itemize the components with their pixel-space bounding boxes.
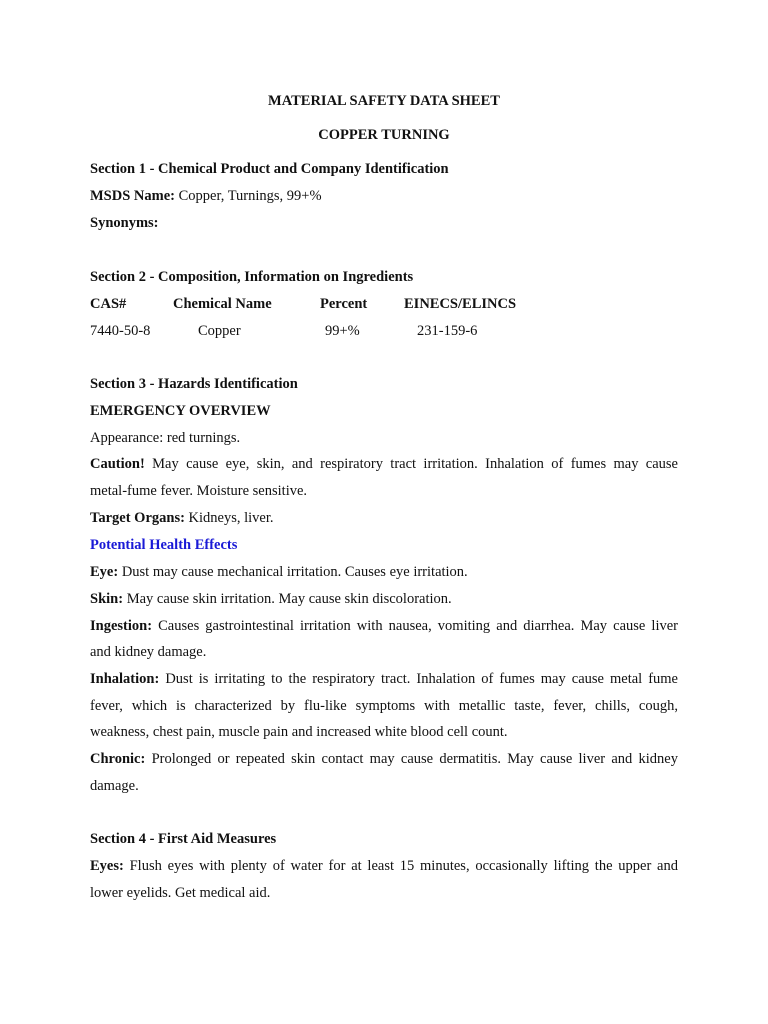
caution-line-2: metal-fume fever. Moisture sensitive. (90, 483, 308, 499)
eye-effects-line (90, 563, 678, 581)
section2-heading: Section 2 - Composition, Information on Ingredients (90, 269, 414, 285)
synonyms-label: Synonyms: (90, 215, 159, 231)
chronic-line-1 (90, 750, 678, 768)
skin-effects-line (90, 590, 678, 608)
cell-einecs: 231-159-6 (417, 323, 478, 339)
cell-percent: 99+% (325, 323, 360, 339)
appearance-text: Appearance: red turnings. (90, 430, 241, 446)
msds-name-value: Copper, Turnings, 99+% (174, 188, 322, 204)
ingredients-table-row (90, 322, 678, 340)
ingestion-line-2: and kidney damage. (90, 644, 207, 660)
document-subtitle: COPPER TURNING (318, 127, 450, 143)
caution-label: Caution! (90, 456, 145, 472)
eyes-label: Eyes: (90, 858, 124, 874)
chronic-text: Prolonged or repeated skin contact may cause dermatitis. May cause liver and kidney (145, 751, 678, 767)
eyes-first-aid-line-2: lower eyelids. Get medical aid. (90, 885, 271, 901)
column-header-chemical-name: Chemical Name (173, 296, 272, 312)
target-organs-label: Target Organs: (90, 510, 185, 526)
column-header-percent: Percent (320, 296, 368, 312)
eyes-first-aid-line-1 (90, 857, 678, 875)
target-organs-line (90, 509, 678, 527)
eye-label: Eye: (90, 564, 119, 580)
skin-text: May cause skin irritation. May cause skin discoloration. (123, 591, 452, 607)
column-header-einecs: EINECS/ELINCS (404, 296, 517, 312)
section4-heading: Section 4 - First Aid Measures (90, 831, 277, 847)
cell-chemical-name: Copper (198, 323, 241, 339)
inhalation-line-3: weakness, chest pain, muscle pain and increased white blood cell count. (90, 724, 508, 740)
document-page (90, 0, 678, 1024)
caution-text: May cause eye, skin, and respiratory tract irritation. Inhalation of fumes may cause (144, 456, 678, 472)
ingredients-table-header (90, 295, 678, 313)
column-header-cas: CAS# (90, 296, 127, 312)
ingestion-text: Causes gastrointestinal irritation with nausea, vomiting and diarrhea. May cause liver (152, 618, 678, 634)
potential-health-effects-heading: Potential Health Effects (90, 537, 238, 553)
skin-label: Skin: (90, 591, 124, 607)
ingestion-label: Ingestion: (90, 618, 153, 634)
msds-name-label: MSDS Name: (90, 188, 175, 204)
ingestion-line-1 (90, 617, 678, 635)
section3-heading: Section 3 - Hazards Identification (90, 376, 298, 392)
cell-cas: 7440-50-8 (90, 323, 151, 339)
msds-name-line (90, 187, 678, 205)
inhalation-label: Inhalation: (90, 671, 160, 687)
emergency-overview-heading: EMERGENCY OVERVIEW (90, 403, 271, 419)
target-organs-value: Kidneys, liver. (184, 510, 274, 526)
document-title: MATERIAL SAFETY DATA SHEET (268, 93, 500, 109)
chronic-line-2: damage. (90, 778, 139, 794)
section1-heading: Section 1 - Chemical Product and Company Identification (90, 161, 449, 177)
eyes-text: Flush eyes with plenty of water for at least 15 minutes, occasionally lifting the upper and (123, 858, 678, 874)
inhalation-text: Dust is irritating to the respiratory tract. Inhalation of fumes may cause metal fume (159, 671, 678, 687)
caution-line-1 (90, 455, 678, 473)
eye-text: Dust may cause mechanical irritation. Causes eye irritation. (118, 564, 468, 580)
chronic-label: Chronic: (90, 751, 146, 767)
inhalation-line-2: fever, which is characterized by flu-like symptoms with metallic taste, fever, chills, cough, (90, 698, 678, 714)
inhalation-line-1 (90, 670, 678, 688)
